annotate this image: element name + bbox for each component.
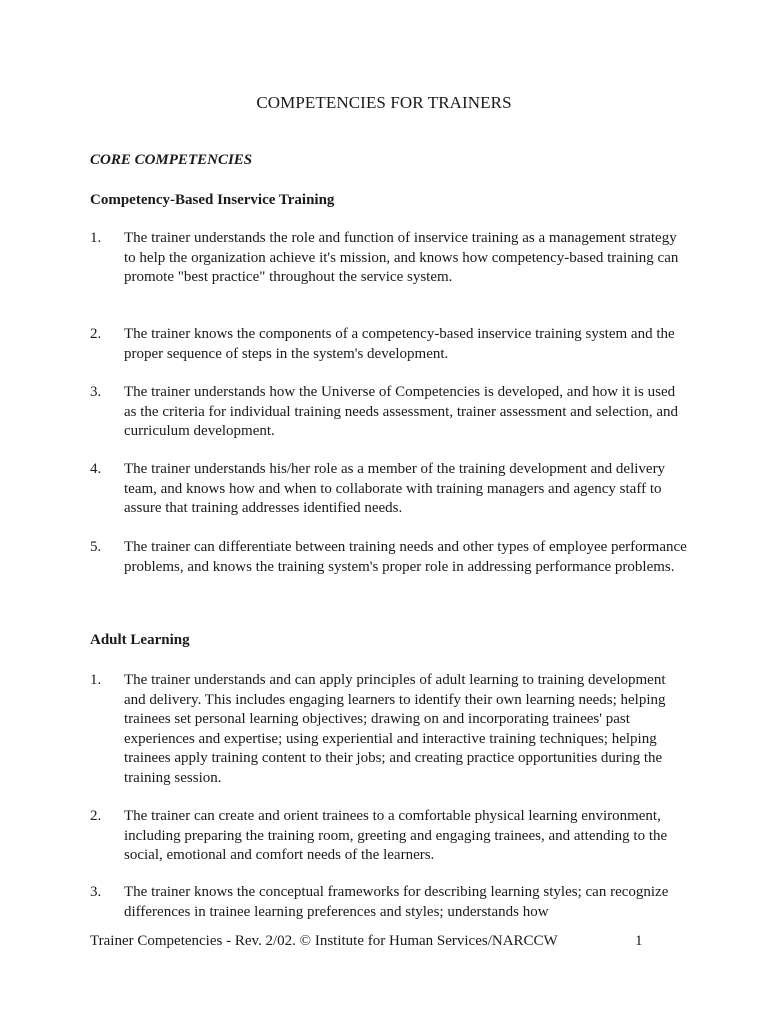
item-text: The trainer knows the conceptual frameworks for describing learning styles; can recognize differences in trainee learning preferences and styles; understands how xyxy=(124,884,669,920)
footer-text: Trainer Competencies - Rev. 2/02. © Institute for Human Services/NARCCW xyxy=(90,933,558,949)
item-number: 3. xyxy=(90,884,102,900)
item-number: 1. xyxy=(90,672,102,688)
list-item xyxy=(90,807,690,866)
item-number: 2. xyxy=(90,808,102,824)
item-number: 2. xyxy=(90,326,102,342)
section-heading-inservice-training: Competency-Based Inservice Training xyxy=(90,192,335,208)
item-text: The trainer understands and can apply principles of adult learning to training development and delivery. This includes engaging learners to identify their own learning needs; helping trainees set personal learning objectives; drawing on and incorporating trainees' past experiences and expertise; using experiential and interactive training techniques; helping trainees apply training content to their jobs; and creating practice opportunities during the training session. xyxy=(124,672,666,786)
item-text: The trainer knows the components of a competency-based inservice training system and the proper sequence of steps in the system's development. xyxy=(124,326,675,362)
document-title: COMPETENCIES FOR TRAINERS xyxy=(256,93,512,112)
item-number: 5. xyxy=(90,539,102,555)
item-number: 4. xyxy=(90,461,102,477)
core-competencies-heading: CORE COMPETENCIES xyxy=(90,152,253,168)
item-text: The trainer understands his/her role as a member of the training development and delivery team, and knows how and when to collaborate with training managers and agency staff to assure that training addresses identified needs. xyxy=(124,461,666,516)
list-item xyxy=(90,383,690,442)
item-number: 3. xyxy=(90,384,102,400)
item-number: 1. xyxy=(90,230,102,246)
item-text: The trainer understands the role and function of inservice training as a management strategy to help the organization achieve it's mission, and knows how competency-based training can promote "best practice" throughout the service system. xyxy=(124,230,679,285)
page-number: 1 xyxy=(635,933,643,949)
list-item xyxy=(90,538,690,577)
item-text: The trainer understands how the Universe of Competencies is developed, and how it is used as the criteria for individual training needs assessment, trainer assessment and selection, and curriculum development. xyxy=(124,384,678,439)
list-item xyxy=(90,671,690,788)
list-item xyxy=(90,460,690,519)
section-heading-adult-learning: Adult Learning xyxy=(90,632,190,648)
item-text: The trainer can differentiate between training needs and other types of employee performance problems, and knows the training system's proper role in addressing performance problems. xyxy=(124,539,687,575)
page-footer xyxy=(90,933,650,950)
list-item xyxy=(90,883,690,922)
list-item xyxy=(90,229,690,288)
item-text: The trainer can create and orient trainees to a comfortable physical learning environment, including preparing the training room, greeting and engaging trainees, and attending to the social, emotional and comfort needs of the learners. xyxy=(124,808,668,863)
list-item xyxy=(90,325,690,364)
